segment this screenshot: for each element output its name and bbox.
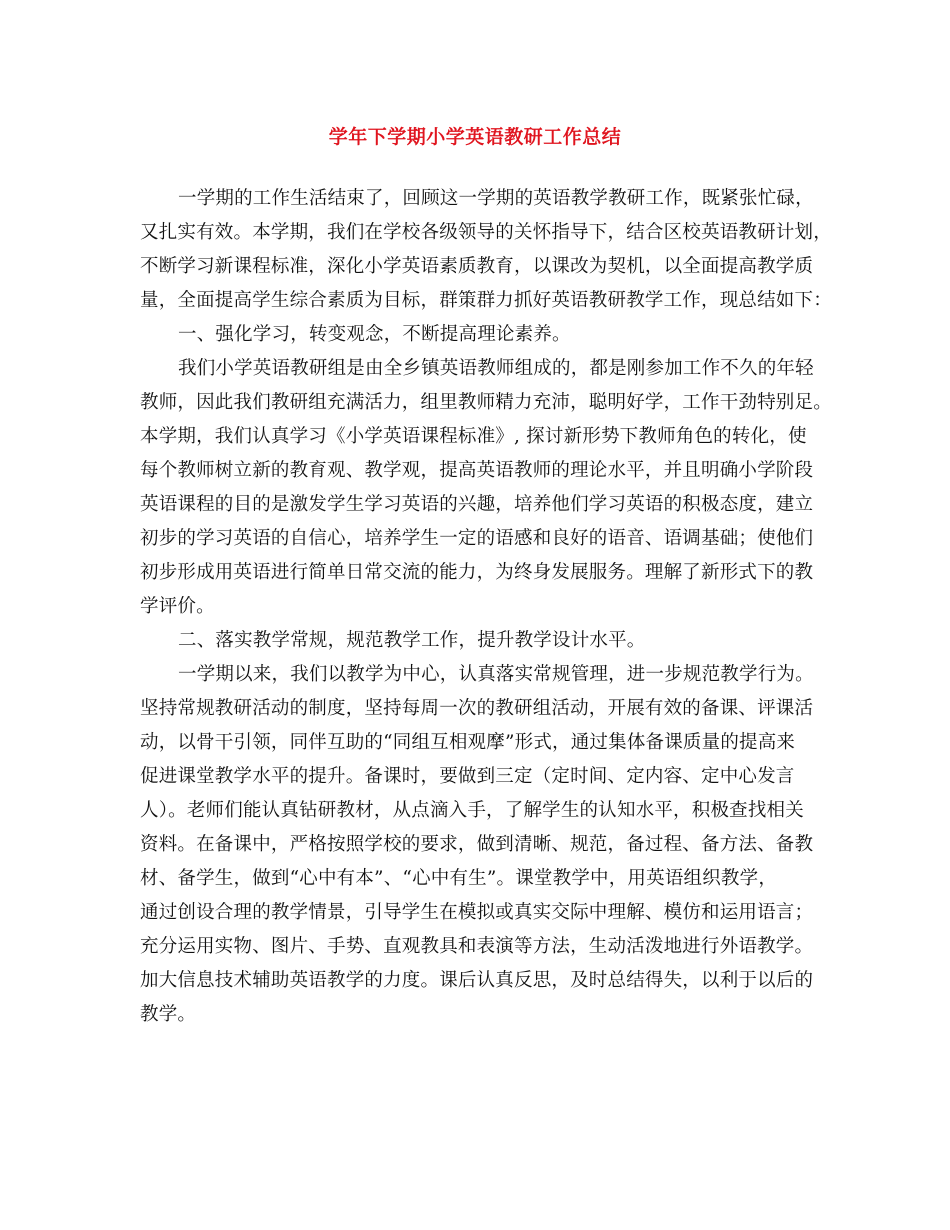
paragraph-line: 我们小学英语教研组是由全乡镇英语教师组成的，都是刚参加工作不久的年轻 [178, 358, 814, 379]
paragraph-line: 又扎实有效。本学期，我们在学校各级领导的关怀指导下，结合区校英语教研计划， [140, 222, 832, 243]
paragraph-line: 教师，因此我们教研组充满活力，组里教师精力充沛，聪明好学，工作干劲特别足。 [140, 392, 832, 413]
paragraph-line: 坚持常规教研活动的制度，坚持每周一次的教研组活动，开展有效的备课、评课活 [140, 698, 814, 719]
section-heading: 一、强化学习，转变观念，不断提高理论素养。 [178, 324, 571, 345]
paragraph-line: 资料。在备课中，严格按照学校的要求，做到清晰、规范，备过程、备方法、备教 [140, 834, 814, 855]
document-body [140, 182, 830, 1032]
paragraph-line: 充分运用实物、图片、手势、直观教具和表演等方法，生动活泼地进行外语教学。 [140, 936, 814, 957]
paragraph-line: 本学期，我们认真学习《小学英语课程标准》, 探讨新形势下教师角色的转化，使 [140, 426, 807, 447]
paragraph-line: 促进课堂教学水平的提升。备课时，要做到三定（定时间、定内容、定中心发言 [140, 766, 795, 787]
paragraph-line: 学评价。 [140, 596, 215, 617]
paragraph-line: 一学期以来，我们以教学为中心，认真落实常规管理，进一步规范教学行为。 [178, 664, 814, 685]
paragraph-line: 材、备学生，做到“心中有本”、“心中有生”。课堂教学中，用英语组织教学， [140, 868, 778, 889]
paragraph-line: 人）。老师们能认真钻研教材，从点滴入手，了解学生的认知水平，积极查找相关 [140, 800, 804, 821]
paragraph-line: 初步形成用英语进行简单日常交流的能力，为终身发展服务。理解了新形式下的教 [140, 562, 814, 583]
document-title: 学年下学期小学英语教研工作总结 [328, 126, 622, 148]
paragraph-line: 初步的学习英语的自信心，培养学生一定的语感和良好的语音、语调基础；使他们 [140, 528, 814, 549]
paragraph-line: 教学。 [140, 1004, 197, 1025]
paragraph-line: 量，全面提高学生综合素质为目标，群策群力抓好英语教研教学工作，现总结如下： [140, 290, 832, 311]
paragraph-line: 每个教师树立新的教育观、教学观，提高英语教师的理论水平，并且明确小学阶段 [140, 460, 814, 481]
paragraph-line: 加大信息技术辅助英语教学的力度。课后认真反思，及时总结得失，以利于以后的 [140, 970, 814, 991]
paragraph-line: 英语课程的目的是激发学生学习英语的兴趣，培养他们学习英语的积极态度，建立 [140, 494, 814, 515]
paragraph-line: 通过创设合理的教学情景，引导学生在模拟或真实交际中理解、模仿和运用语言； [140, 902, 814, 923]
section-heading: 二、落实教学常规，规范教学工作，提升教学设计水平。 [178, 630, 646, 651]
paragraph-line: 不断学习新课程标准，深化小学英语素质教育，以课改为契机，以全面提高教学质 [140, 256, 814, 277]
paragraph-line: 动，以骨干引领，同伴互助的“同组互相观摩”形式，通过集体备课质量的提高来 [140, 732, 796, 753]
paragraph-line: 一学期的工作生活结束了，回顾这一学期的英语教学教研工作，既紧张忙碌， [178, 188, 814, 209]
